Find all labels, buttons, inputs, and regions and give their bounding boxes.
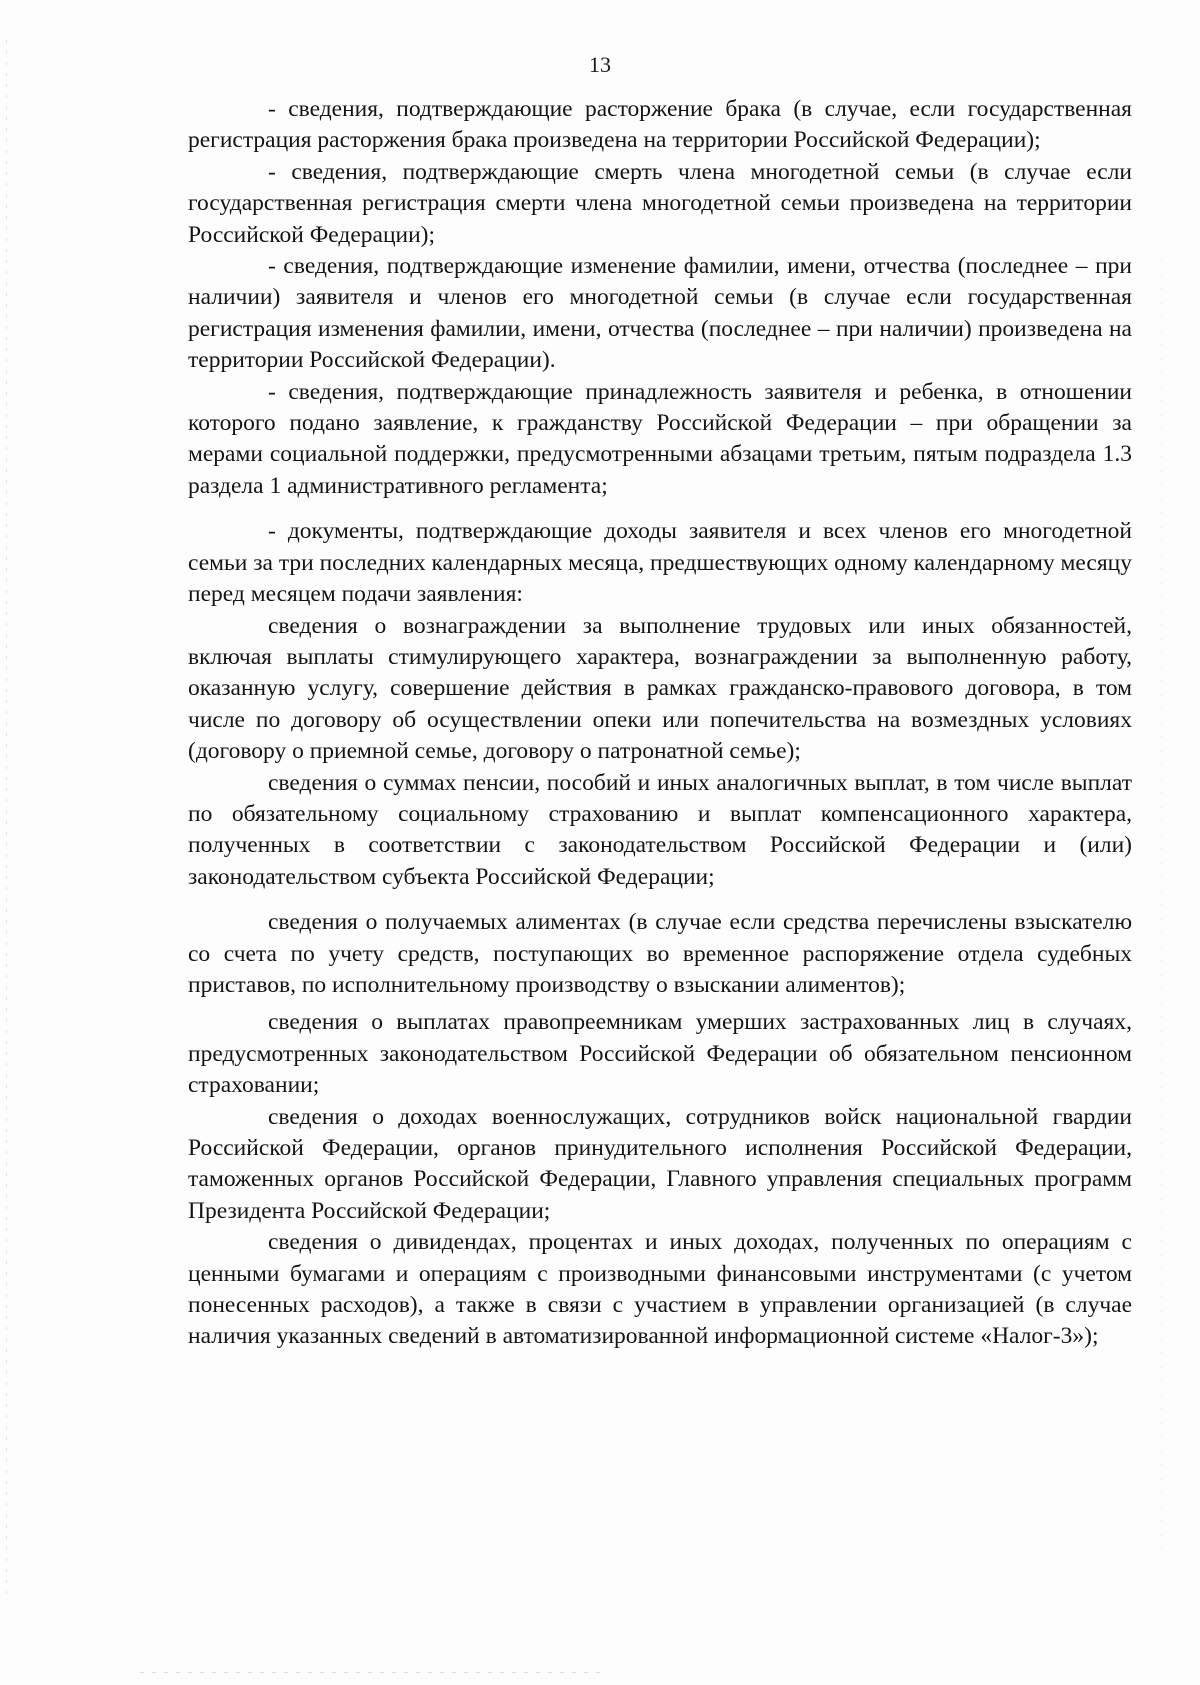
page-number: 13 <box>589 52 611 77</box>
paragraph-successor-payments-info: сведения о выплатах правопреемникам умерших застрахованных лиц в случаях, предусмотренных законодательством Российской Федерации об обязательном пенсионном страховании; <box>188 1009 1132 1099</box>
paragraph-death-info: - сведения, подтверждающие смерть члена многодетной семьи (в случае если государственная регистрация смерти члена многодетной семьи произведена на территории Российской Федерации); <box>188 158 1132 248</box>
paragraph-citizenship-info: - сведения, подтверждающие принадлежность заявителя и ребенка, в отношении которого подано заявление, к гражданству Российской Федерации – при обращении за мерами социальной поддержки, предусмотренными абзацами третьим, пятым подраздела 1.3 раздела 1 административного регламента; <box>188 378 1132 499</box>
scan-artifact-left <box>6 40 7 1600</box>
scan-artifact-bottom <box>140 1672 600 1673</box>
paragraph-military-income-info: сведения о доходах военнослужащих, сотрудников войск национальной гвардии Российской Федерации, органов принудительного исполнения Российской Федерации, таможенных органов Российской Федерации, Главного управления специальных программ Президента Российской Федерации; <box>188 1103 1132 1224</box>
paragraph-alimony-info: сведения о получаемых алиментах (в случае если средства перечислены взыскателю со счета по учету средств, поступающих во временное распоряжение отдела судебных приставов, по исполнительному производству о взыскании алиментов); <box>188 909 1132 998</box>
paragraph-pension-info: сведения о суммах пенсии, пособий и иных аналогичных выплат, в том числе выплат по обязательному социальному страхованию и выплат компенсационного характера, полученных в соответствии с законодательством Российской Федерации и (или) законодательством субъекта Российской Федерации; <box>188 769 1132 890</box>
document-body <box>188 94 1132 1353</box>
paragraph-income-documents: - документы, подтверждающие доходы заявителя и всех членов его многодетной семьи за три последних календарных месяца, предшествующих одному календарному месяцу перед месяцем подачи заявления: <box>188 518 1132 608</box>
scan-artifact-right <box>1161 260 1162 1560</box>
paragraph-name-change-info: - сведения, подтверждающие изменение фамилии, имени, отчества (последнее – при наличии) заявителя и членов его многодетной семьи (в случае если государственная регистрация изменения фамилии, имени, отчества (последнее – при наличии) произведена на территории Российской Федерации). <box>188 253 1132 374</box>
paragraph-dividends-info: сведения о дивидендах, процентах и иных доходах, полученных по операциям с ценными бумагами и операциям с производными финансовыми инструментами (с учетом понесенных расходов), а также в связи с участием в управлении организацией (в случае наличия указанных сведений в автоматизированной информационной системе «Налог-3»); <box>188 1229 1132 1350</box>
paragraph-divorce-info: - сведения, подтверждающие расторжение брака (в случае, если государственная регистрация расторжения брака произведена на территории Российской Федерации); <box>188 96 1132 154</box>
paragraph-remuneration-info: сведения о вознаграждении за выполнение трудовых или иных обязанностей, включая выплаты стимулирующего характера, вознаграждении за выполненную работу, оказанную услугу, совершение действия в рамках гражданско-правового договора, в том числе по договору об осуществлении опеки или попечительства на возмездных условиях (договору о приемной семье, договору о патронатной семье); <box>188 612 1132 765</box>
